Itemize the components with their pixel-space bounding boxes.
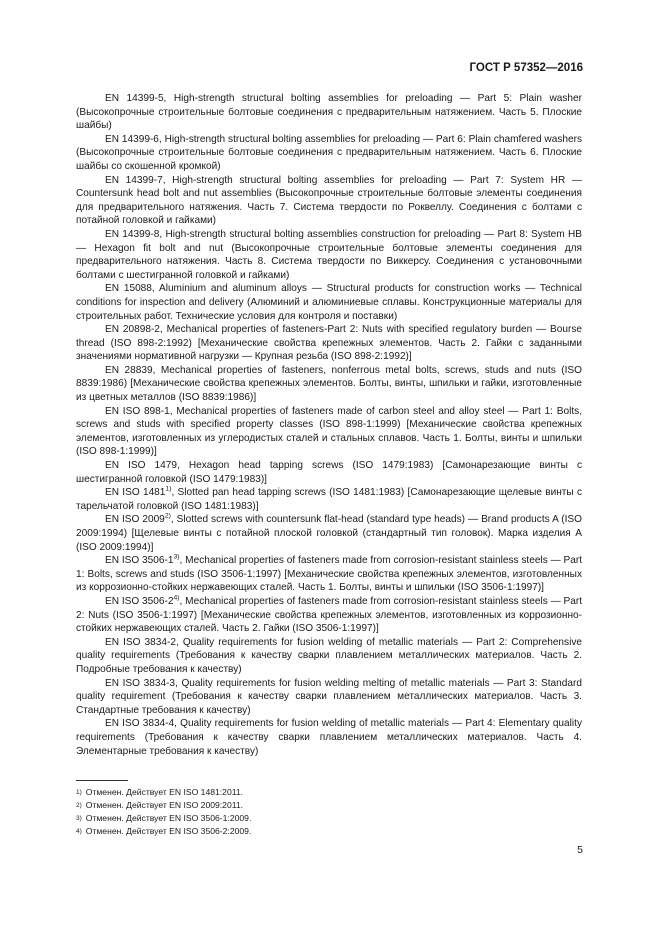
- reference-item: EN 14399-8, High-strength structural bolting assemblies construction for preloading — Part 8: System HB — Hexagon fit bolt and nut (Высокопрочные строительные болтовые элементы соединения для предварительного натяжения. Часть 8. Система твердости по Виккерсу. Соединения с установочными болтами с шестигранной головкой и гайками): [76, 228, 582, 281]
- footnote-ref[interactable]: 4): [173, 594, 180, 602]
- references-list: [76, 92, 582, 758]
- footnotes: [76, 786, 582, 838]
- reference-item: EN 14399-7, High-strength structural bolting assemblies for preloading — Part 7: System HR — Countersunk head bolt and nut assemblies (Высокопрочные строительные болтовые элементы соединения для предварительного натяжения. Часть 7. Система твердости по Роквеллу. Соединения с болтами с потайной головкой и гайками): [76, 174, 582, 227]
- page-number: 5: [577, 844, 583, 856]
- reference-item: EN ISO 1479, Hexagon head tapping screws (ISO 1479:1983) [Самонарезающие винты с шестигранной головкой (ISO 1479:1983)]: [76, 460, 582, 485]
- document-standard-header: ГОСТ Р 57352—2016: [469, 62, 583, 74]
- reference-item: EN 14399-5, High-strength structural bolting assemblies for preloading — Part 5: Plain washer (Высокопрочные строительные болтовые соединения с предварительным натяжением. Часть 5. Плоские шайбы): [76, 93, 582, 132]
- footnote-divider: [76, 780, 128, 781]
- footnote-ref[interactable]: 2): [164, 513, 171, 521]
- reference-item: EN ISO 1481$^{1)}$, Slotted pan head tapping screws (ISO 1481:1983) [Самонарезающие щелевые винты с тарельчатой головкой (ISO 1481:1983)]: [76, 485, 582, 512]
- reference-item: EN 15088, Aluminium and aluminum alloys — Structural products for construction works — Technical conditions for inspection and delivery (Алюминий и алюминиевые сплавы. Конструкционные материалы для строительных работ. Технические условия для контроля и поставки): [76, 283, 582, 322]
- reference-item: EN ISO 898-1, Mechanical properties of fasteners made of carbon steel and alloy steel — Part 1: Bolts, screws and studs with specified property classes (ISO 898-1:1999) [Механические свойства крепежных элементов, изготовленных из углеродистых сталей и стальных сплавов. Часть 1. Болты, винты и шпильки (ISO 898-1:1999)]: [76, 405, 582, 458]
- reference-item: EN ISO 3506-2$^{4)}$, Mechanical properties of fasteners made from corrosion-resistant stainless steels — Part 2: Nuts (ISO 3506-1:1997) [Механические свойства крепежных элементов, изготовленных из коррозионно-стойких нержавеющих сталей. Часть 2. Гайки (ISO 3506-1:1997)]: [76, 594, 583, 635]
- reference-item: EN ISO 2009$^{2)}$, Slotted screws with countersunk flat-head (standard type heads) — Brand products A (ISO 2009:1994) [Щелевые винты с потайной плоской головкой (стандартный тип головок). Марка изделия А (ISO 2009:1994)]: [76, 513, 582, 553]
- footnote-ref[interactable]: 3): [173, 553, 180, 561]
- reference-item: EN ISO 3834-2, Quality requirements for fusion welding of metallic materials — Part 2: Comprehensive quality requirements (Требования к качеству сварки плавлением металлических материалов. Часть 2. Подробные требования к качеству): [76, 636, 582, 675]
- reference-item: EN 14399-6, High-strength structural bolting assemblies for preloading — Part 6: Plain chamfered washers (Высокопрочные строительные болтовые соединения с предварительным натяжением. Часть 6. Плоские шайбы со скошенной кромкой): [76, 133, 582, 172]
- reference-item: EN ISO 3506-1$^{3)}$, Mechanical properties of fasteners made from corrosion-resistant stainless steels — Part 1: Bolts, screws and studs (ISO 3506-1:1997) [Механические свойства крепежных элементов, изготовленных из коррозионно-стойких нержавеющих сталей. Часть 1. Болты, винты и шпильки (ISO 3506-1:1997)]: [76, 553, 583, 594]
- footnote-item: 1) Отменен. Действует EN ISO 1481:2011.: [76, 787, 244, 797]
- footnote-ref[interactable]: 1): [165, 485, 172, 493]
- reference-item: EN 20898-2, Mechanical properties of fasteners-Part 2: Nuts with specified regulatory burden — Bourse thread (ISO 898-2:1992) [Механические свойства крепежных элементов. Часть 2. Гайки с заданными значениями нормативной нагрузки — Крупная резьба (ISO 898-2:1992)]: [76, 324, 582, 363]
- footnote-item: 4) Отменен. Действует EN ISO 3506-2:2009.: [76, 826, 252, 836]
- footnote-item: 2) Отменен. Действует EN ISO 2009:2011.: [76, 800, 244, 810]
- footnote-item: 3) Отменен. Действует EN ISO 3506-1:2009.: [76, 813, 252, 823]
- reference-item: EN 28839, Mechanical properties of fasteners, nonferrous metal bolts, screws, studs and nuts (ISO 8839:1986) [Механические свойства крепежных элементов. Болты, винты, шпильки и гайки, изготовленные из цветных металлов (ISO 8839:1986)]: [76, 364, 582, 404]
- reference-item: EN ISO 3834-4, Quality requirements for fusion welding of metallic materials — Part 4: Elementary quality requirements (Требования к качеству сварки плавлением металлических материалов. Часть 4. Элементарные требования к качеству): [76, 718, 582, 757]
- reference-item: EN ISO 3834-3, Quality requirements for fusion welding melting of metallic materials — Part 3: Standard quality requirement (Требования к качеству сварки плавлением металлических материалов. Часть 3. Стандартные требования к качеству): [76, 677, 582, 716]
